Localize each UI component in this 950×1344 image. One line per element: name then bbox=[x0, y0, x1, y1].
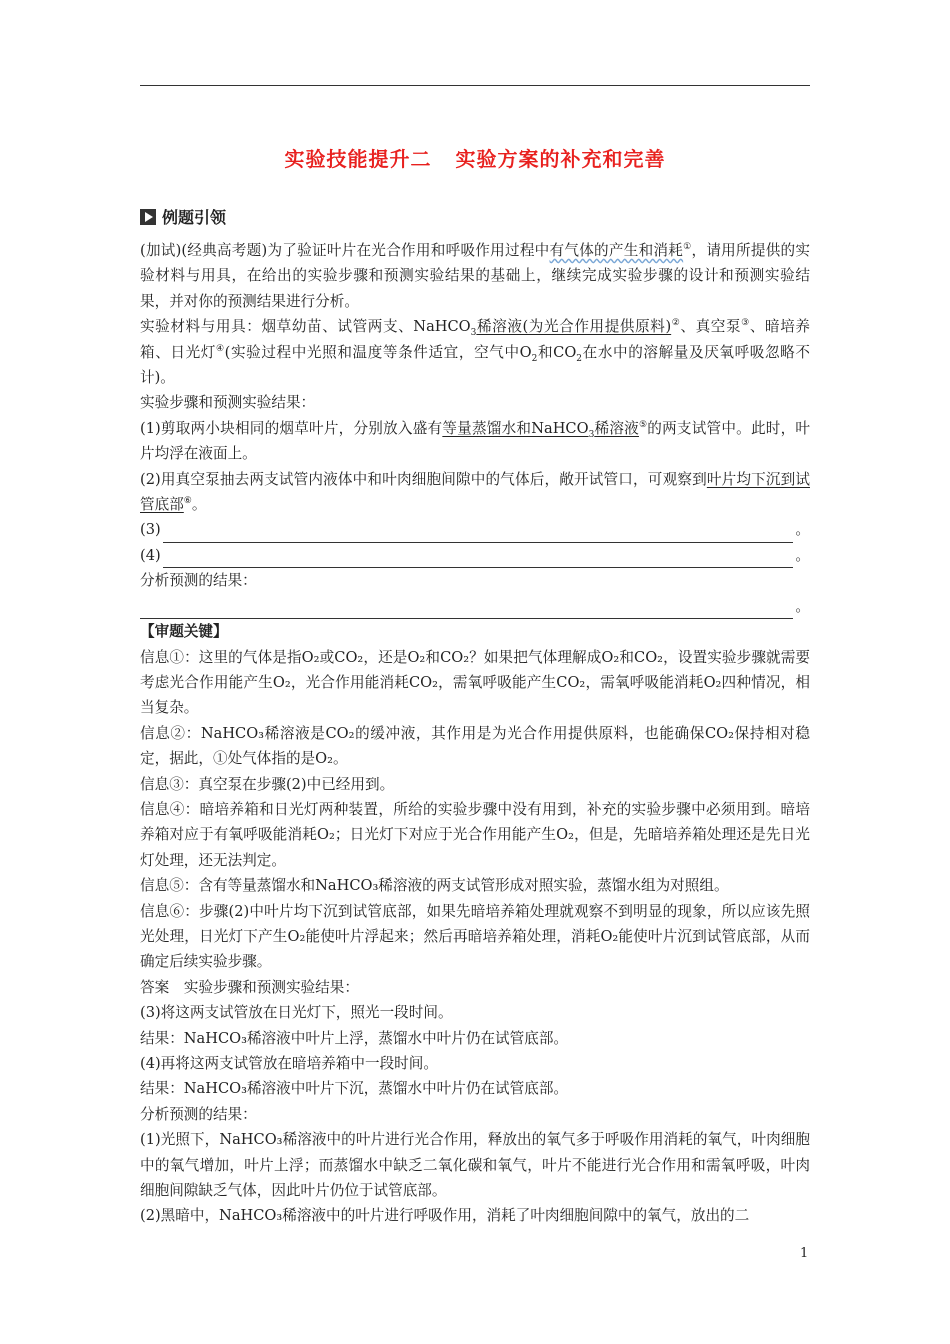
section-heading bbox=[140, 205, 226, 228]
analysis-label: 分析预测的结果： bbox=[140, 572, 257, 590]
result-4: 结果：NaHCO₃稀溶液中叶片下沉，蒸馏水中叶片仍在试管底部。 bbox=[140, 1080, 569, 1098]
main-content bbox=[140, 238, 810, 1229]
analysis-2: (2)黑暗中，NaHCO₃稀溶液中的叶片进行呼吸作用，消耗了叶肉细胞间隙中的氧气，放出的二 bbox=[140, 1207, 750, 1225]
info-6: 信息⑥：步骤(2)中叶片均下沉到试管底部，如果先暗培养箱处理就观察不到明显的现象，所以应该先照光处理，日光灯下产生O₂能使叶片浮起来；然后再暗培养箱处理，消耗O₂能使叶片沉到试管底部，从而确定后续实验步骤。 bbox=[140, 902, 810, 971]
materials: 实验材料与用具：烟草幼苗、试管两支、NaHCO$_3$稀溶液(为光合作用提供原料)②、真空泵③、暗培养箱、日光灯④(实验过程中光照和温度等条件适宜，空气中$O_2$和$CO_2$在水中的溶解量及厌氧呼吸忽略不计)。 bbox=[140, 318, 810, 387]
answer-analysis-label: 分析预测的结果： bbox=[140, 1105, 257, 1123]
answer-4: (4)再将这两支试管放在暗培养箱中一段时间。 bbox=[140, 1055, 438, 1072]
analysis-1: (1)光照下，NaHCO₃稀溶液中的叶片进行光合作用，释放出的氧气多于呼吸作用消耗的氧气，叶肉细胞中的氧气增加，叶片上浮；而蒸馏水中缺乏二氧化碳和氧气，叶片不能进行光合作用和需氧呼吸，叶肉细胞间隙缺乏气体，因此叶片仍位于试管底部。 bbox=[140, 1131, 810, 1200]
info-4: 信息④：暗培养箱和日光灯两种装置，所给的实验步骤中没有用到，补充的实验步骤中必须用到。暗培养箱对应于有氧呼吸能消耗O₂；日光灯下对应于光合作用能产生O₂，但是，先暗培养箱处理还是先日光灯处理，还无法判定。 bbox=[140, 800, 810, 869]
info-3: 信息③：真空泵在步骤(2)中已经用到。 bbox=[140, 775, 395, 793]
question-intro: (加试)(经典高考题)为了验证叶片在光合作用和呼吸作用过程中有气体的产生和消耗①，请用所提供的实验材料与用具，在给出的实验步骤和预测实验结果的基础上，继续完成实验步骤的设计和预测实验结果，并对你的预测结果进行分析。 bbox=[140, 242, 810, 310]
top-rule bbox=[140, 85, 810, 86]
title-part2: 实验方案的补充和完善 bbox=[455, 147, 666, 171]
answer-label: 答案 实验步骤和预测实验结果： bbox=[140, 978, 359, 996]
page-number: 1 bbox=[800, 1246, 809, 1261]
info-5: 信息⑤：含有等量蒸馏水和NaHCO₃稀溶液的两支试管形成对照实验，蒸馏水组为对照组。 bbox=[140, 877, 729, 895]
steps-label: 实验步骤和预测实验结果： bbox=[140, 394, 316, 412]
title-part1: 实验技能提升二 bbox=[284, 147, 432, 171]
info-1: 信息①：这里的气体是指O₂或CO₂，还是O₂和CO₂？如果把气体理解成O₂和CO₂，设置实验步骤就需要考虑光合作用能产生O₂，光合作用能消耗CO₂，需氧呼吸能产生CO₂，需氧呼吸能消耗O₂四种情况，相当复杂。 bbox=[140, 648, 810, 717]
play-triangle-icon bbox=[140, 209, 156, 225]
page-title bbox=[140, 143, 810, 172]
info-2: 信息②：NaHCO₃稀溶液是CO₂的缓冲液，其作用是为光合作用提供原料，也能确保CO₂保持相对稳定，据此，①处气体指的是O₂。 bbox=[140, 724, 810, 768]
step-4-blank[interactable]: (4) 。 bbox=[140, 543, 810, 568]
result-3: 结果：NaHCO₃稀溶液中叶片上浮，蒸馏水中叶片仍在试管底部。 bbox=[140, 1029, 569, 1047]
step-1: (1)剪取两小块相同的烟草叶片，分别放入盛有等量蒸馏水和NaHCO$_3$稀溶液⑤的两支试管中。此时，叶片均浮在液面上。 bbox=[140, 419, 810, 463]
step-2: (2)用真空泵抽去两支试管内液体中和叶肉细胞间隙中的气体后，敞开试管口，可观察到叶片均下沉到试管底部⑥。 bbox=[140, 470, 810, 514]
step-3-blank[interactable]: (3) 。 bbox=[140, 517, 810, 542]
analysis-blank[interactable]: 。 bbox=[140, 594, 810, 619]
answer-3: (3)将这两支试管放在日光灯下，照光一段时间。 bbox=[140, 1004, 453, 1022]
section-label: 例题引领 bbox=[162, 208, 227, 227]
key-label: 【审题关键】 bbox=[140, 623, 228, 641]
